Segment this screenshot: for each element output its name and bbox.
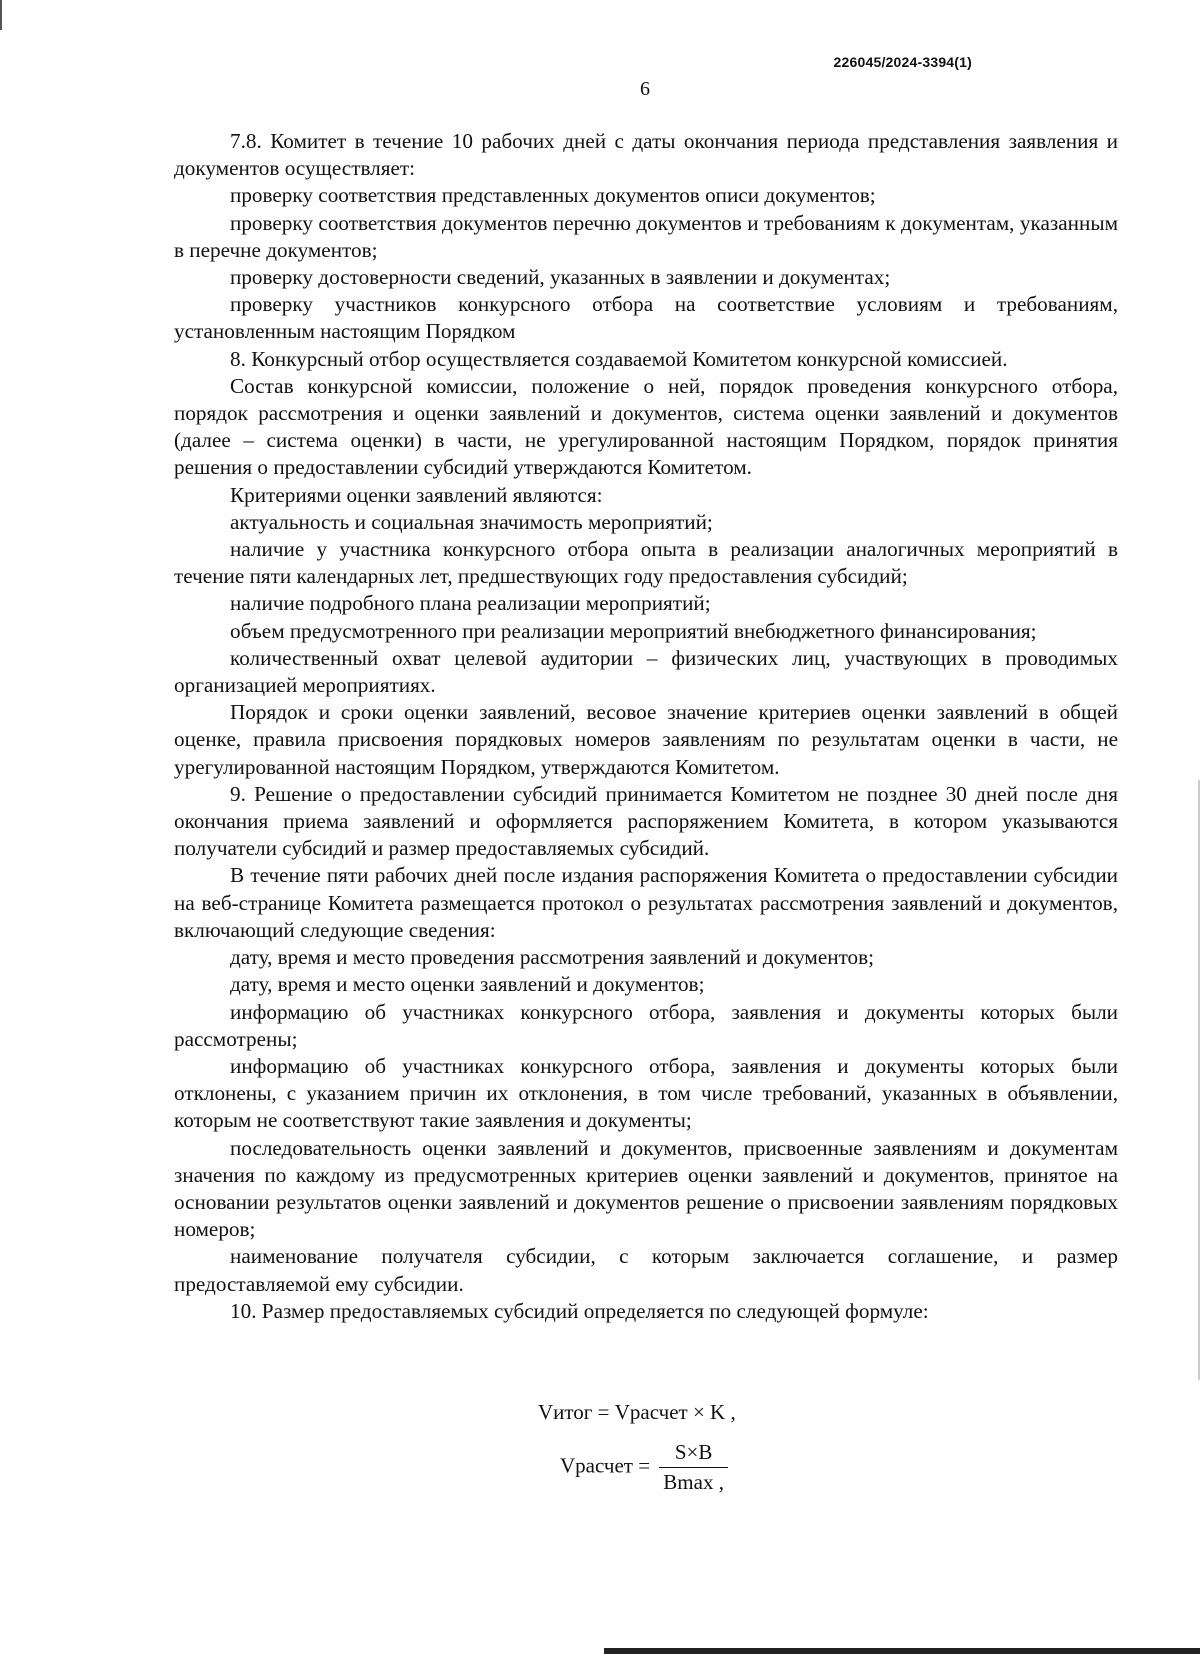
paragraph: объем предусмотренного при реализации мероприятий внебюджетного финансирования;	[230, 618, 1037, 643]
paragraph: дату, время и место оценки заявлений и документов;	[230, 972, 705, 997]
paragraph: проверку соответствия представленных документов описи документов;	[230, 183, 876, 208]
paragraph: информацию об участниках конкурсного отбора, заявления и документы которых были отклонены, с указанием причин их отклонения, в том числе требований, указанных в объявлении, которым не соответствуют такие заявления и документы;	[174, 1053, 1118, 1133]
paragraph: последовательность оценки заявлений и документов, присвоенные заявлениям и документам значения по каждому из предусмотренных критериев оценки заявлений и документов, принятое на основании результатов оценки заявлений и документов решение о присвоении заявлениям порядковых номеров;	[174, 1135, 1118, 1242]
paragraph: дату, время и место проведения рассмотрения заявлений и документов;	[230, 945, 875, 970]
formula-line-total: Vитог = Vрасчет × K ,	[538, 1400, 736, 1424]
formula-denominator-text: Bmax	[663, 1470, 714, 1494]
paragraph: актуальность и социальная значимость мероприятий;	[230, 509, 713, 534]
document-number: 226045/2024-3394(1)	[833, 54, 972, 70]
formula-trailing-comma: ,	[718, 1470, 724, 1494]
paragraph: количественный охват целевой аудитории – физических лиц, участвующих в проводимых организацией мероприятиях.	[174, 645, 1118, 698]
formula-numerator: S×B	[659, 1440, 728, 1468]
document-body	[174, 128, 1118, 1325]
paragraph: наличие подробного плана реализации мероприятий;	[230, 591, 711, 616]
paragraph: 9. Решение о предоставлении субсидий принимается Комитетом не позднее 30 дней после дня окончания приема заявлений и оформляется распоряжением Комитета, в котором указываются получатели субсидий и размер предоставляемых субсидий.	[174, 781, 1118, 861]
paragraph: В течение пяти рабочих дней после издания распоряжения Комитета о предоставлении субсидии на веб-странице Комитета размещается протокол о результатах рассмотрения заявлений и документов, включающий следующие сведения:	[174, 863, 1118, 942]
paragraph: 7.8. Комитет в течение 10 рабочих дней с даты окончания периода представления заявления и документов осуществляет:	[174, 129, 1118, 181]
paragraph: 10. Размер предоставляемых субсидий определяется по следующей формуле:	[230, 1298, 929, 1323]
paragraph: наличие у участника конкурсного отбора опыта в реализации аналогичных мероприятий в течение пяти календарных лет, предшествующих году предоставления субсидий;	[174, 537, 1118, 589]
paragraph: проверку соответствия документов перечню документов и требованиям к документам, указанным в перечне документов;	[174, 210, 1118, 262]
formula-fraction	[659, 1440, 728, 1495]
formula-calc-left: Vрасчет =	[560, 1453, 651, 1478]
paragraph: проверку достоверности сведений, указанных в заявлении и документах;	[230, 265, 891, 290]
paragraph: Порядок и сроки оценки заявлений, весовое значение критериев оценки заявлений в общей оценке, правила присвоения порядковых номеров заявлениям по результатам оценки в части, не урегулированной настоящим Порядком, утверждаются Комитетом.	[174, 700, 1118, 779]
paragraph: Критериями оценки заявлений являются:	[230, 482, 603, 507]
scan-bottom-bar	[604, 1648, 1200, 1654]
paragraph: 8. Конкурсный отбор осуществляется создаваемой Комитетом конкурсной комиссией.	[230, 346, 1008, 371]
page-number: 6	[640, 78, 650, 100]
formula-line-calc	[560, 1440, 728, 1495]
paragraph: проверку участников конкурсного отбора на соответствие условиям и требованиям, установленным настоящим Порядком	[174, 292, 1118, 344]
paragraph: Состав конкурсной комиссии, положение о ней, порядок проведения конкурсного отбора, порядок рассмотрения и оценки заявлений и документов, система оценки заявлений и документов (далее – система оценки) в части, не урегулированной настоящим Порядком, порядок принятия решения о предоставлении субсидий утверждаются Комитетом.	[174, 373, 1118, 480]
paragraph: наименование получателя субсидии, с которым заключается соглашение, и размер предоставляемой ему субсидии.	[174, 1244, 1118, 1296]
paragraph: информацию об участниках конкурсного отбора, заявления и документы которых были рассмотрены;	[174, 999, 1118, 1051]
scan-edge-mark	[0, 0, 2, 30]
formula-denominator	[659, 1468, 728, 1495]
